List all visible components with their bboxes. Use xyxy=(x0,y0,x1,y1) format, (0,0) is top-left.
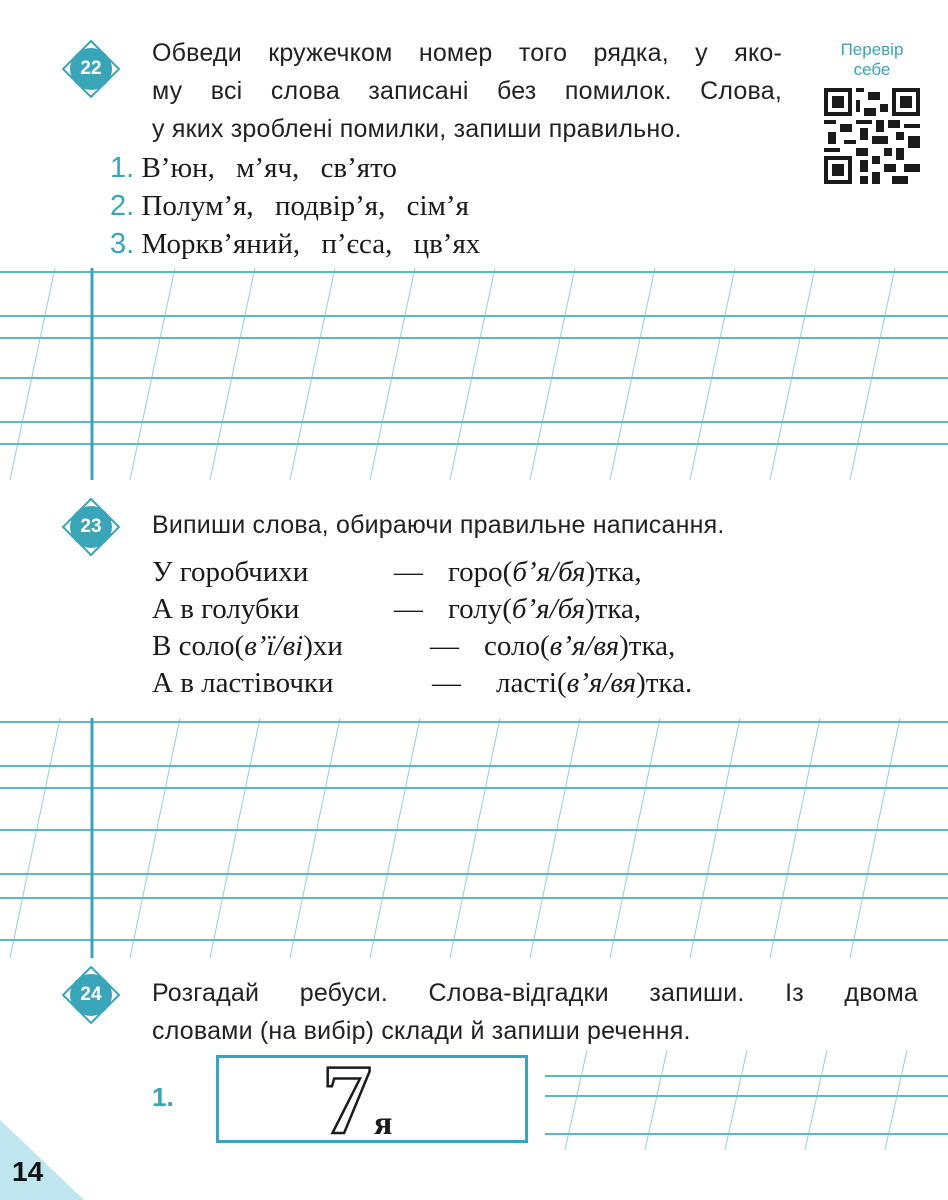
rebus-digit: 7 xyxy=(322,1044,372,1155)
instruction-line: словами (на вибір) склади й запиши речення. xyxy=(152,1017,691,1045)
list-item: 3. Морквʼяний, п’єса, цв’ях xyxy=(110,228,481,260)
rebus-letters: я xyxy=(374,1105,393,1142)
rebus-answer-lines[interactable] xyxy=(545,1050,948,1150)
list-item: 2. Полум’я, подвір’я, сім’я xyxy=(110,190,469,222)
qr-code-icon[interactable] xyxy=(824,88,920,184)
task-23-instruction xyxy=(152,506,832,544)
page-number: 14 xyxy=(12,1156,44,1187)
instruction-line: му всі слова записані без помилок. Слова, xyxy=(152,77,782,105)
instruction-line: Обведи кружечком номер того рядка, у яко- xyxy=(152,39,782,67)
task-number: 22 xyxy=(80,58,102,79)
task-23-poem: У горобчихи — горо(б’я/бя)тка, А в голубки — голу(б’я/бя)тка, В соло(в’ї/ві)хи — соло(в’я/вя)тка, А в ластівочки — ласті(в’я/вя)тка. xyxy=(152,556,693,699)
list-item: 1. В’юн, м’яч, св’ято xyxy=(110,152,397,184)
task-22-instruction xyxy=(152,34,782,148)
task-24-badge xyxy=(62,966,120,1024)
task-number: 24 xyxy=(80,984,102,1005)
writing-lines-task-23[interactable] xyxy=(0,718,948,958)
task-23-badge xyxy=(62,498,120,556)
task-24-instruction xyxy=(152,974,918,1050)
instruction-line: Розгадай ребуси. Слова-відгадки запиши. Із двома xyxy=(152,979,918,1007)
instruction-line: у яких зроблені помилки, запиши правильно. xyxy=(152,115,682,143)
task-number: 23 xyxy=(80,516,102,537)
writing-lines-task-22[interactable] xyxy=(0,268,948,480)
check-yourself-label[interactable]: Перевір себе xyxy=(840,40,904,79)
task-22-badge xyxy=(62,40,120,98)
rebus-number: 1. xyxy=(152,1082,174,1112)
instruction-line: Випиши слова, обираючи правильне написання. xyxy=(152,511,725,539)
rebus-box xyxy=(216,1055,528,1143)
